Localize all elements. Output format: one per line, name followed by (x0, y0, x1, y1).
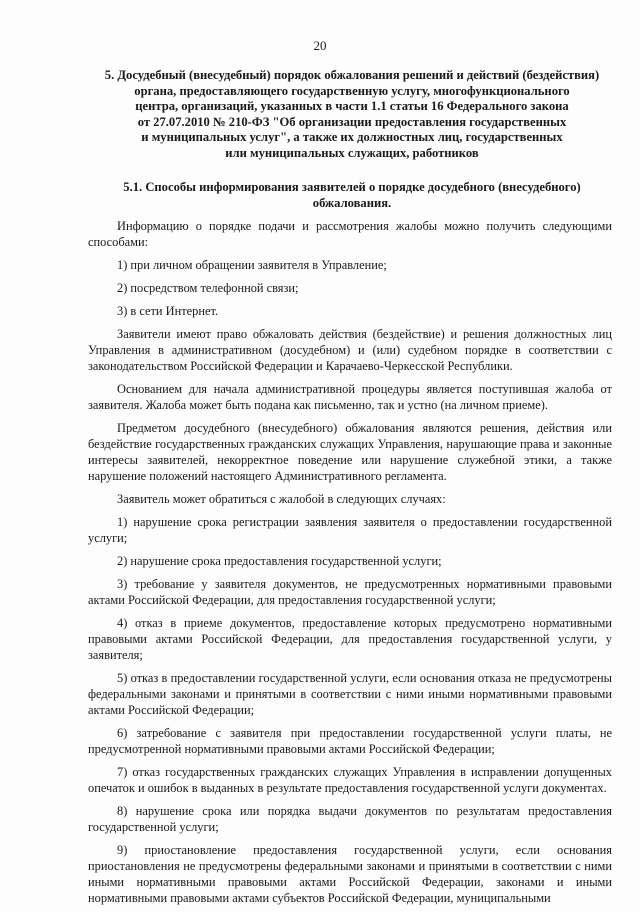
list-item: 6) затребование с заявителя при предоставлении государственной услуги платы, не предусмотренной нормативными правовыми актами Российской Федерации; (88, 726, 612, 756)
list-item: 9) приостановление предоставления государственной услуги, если основания приостановления не предусмотрены федеральными законами и принятыми в соответствии с ними иными нормативными правовыми актами Российской Федерации, законами и иными нормативными правовыми актами субъектов Российской Федерации, муниципальными (88, 843, 612, 905)
section-title-line: и муниципальных услуг", а также их должностных лиц, государственных (141, 130, 563, 144)
section-title-line: центра, организаций, указанных в части 1.1 статьи 16 Федерального закона (135, 99, 569, 113)
list-item: 2) посредством телефонной связи; (117, 281, 299, 295)
paragraph: Предметом досудебного (внесудебного) обжалования являются решения, действия или бездействие государственных гражданских служащих Управления, нарушающие права и законные интересы заявителей, некорректное поведение или нарушение служебной этики, а также нарушение положений настоящего Административного регламента. (88, 421, 612, 483)
page-number: 20 (313, 38, 327, 53)
paragraph: Заявитель может обратиться с жалобой в следующих случаях: (117, 492, 446, 506)
list-item: 7) отказ государственных гражданских служащих Управления в исправлении допущенных опечаток и ошибок в выданных в результате предоставления государственной услуги документах. (88, 765, 612, 795)
list-item: 3) требование у заявителя документов, не предусмотренных нормативными правовыми актами Российской Федерации, для предоставления государственной услуги; (88, 577, 612, 607)
subsection-title-line: 5.1. Способы информирования заявителей о порядке досудебного (внесудебного) (123, 180, 581, 194)
subsection-title (82, 180, 622, 211)
list-item: 5) отказ в предоставлении государственной услуги, если основания отказа не предусмотрены федеральными законами и принятыми в соответствии с ними иными нормативными правовыми актами Российской Федерации; (88, 671, 612, 717)
list-item: 1) нарушение срока регистрации заявления заявителя о предоставлении государственной услуги; (88, 515, 612, 545)
section-title (82, 68, 622, 161)
section-title-line: или муниципальных служащих, работников (225, 145, 479, 160)
section-title-line: органа, предоставляющего государственную услугу, многофункционального (134, 83, 570, 98)
section-title-line: 5. Досудебный (внесудебный) порядок обжалования решений и действий (бездействия) (104, 68, 600, 82)
list-item: 4) отказ в приеме документов, предоставление которых предусмотрено нормативными правовыми актами Российской Федерации, для предоставления государственной услуги, у заявителя; (88, 616, 612, 662)
list-item: 1) при личном обращении заявителя в Управление; (117, 258, 387, 272)
paragraph: Основанием для начала административной процедуры является поступившая жалоба от заявителя. Жалоба может быть подана как письменно, так и устно (на личном приеме). (88, 382, 612, 412)
list-item: 3) в сети Интернет. (117, 304, 219, 318)
paragraph: Заявители имеют право обжаловать действия (бездействие) и решения должностных лиц Управления в административном (досудебном) и (или) судебном порядке в соответствии с законодательством Российской Федерации и Карачаево-Черкесской Республики. (88, 327, 612, 373)
section-title-line: от 27.07.2010 № 210-ФЗ "Об организации предоставления государственных (137, 114, 567, 129)
body-text (88, 218, 612, 912)
subsection-title-line: обжалования. (312, 195, 392, 210)
list-item: 8) нарушение срока или порядка выдачи документов по результатам предоставления государственной услуги; (88, 804, 612, 834)
list-item: 2) нарушение срока предоставления государственной услуги; (117, 554, 442, 568)
paragraph: Информацию о порядке подачи и рассмотрения жалобы можно получить следующими способами: (88, 219, 612, 249)
